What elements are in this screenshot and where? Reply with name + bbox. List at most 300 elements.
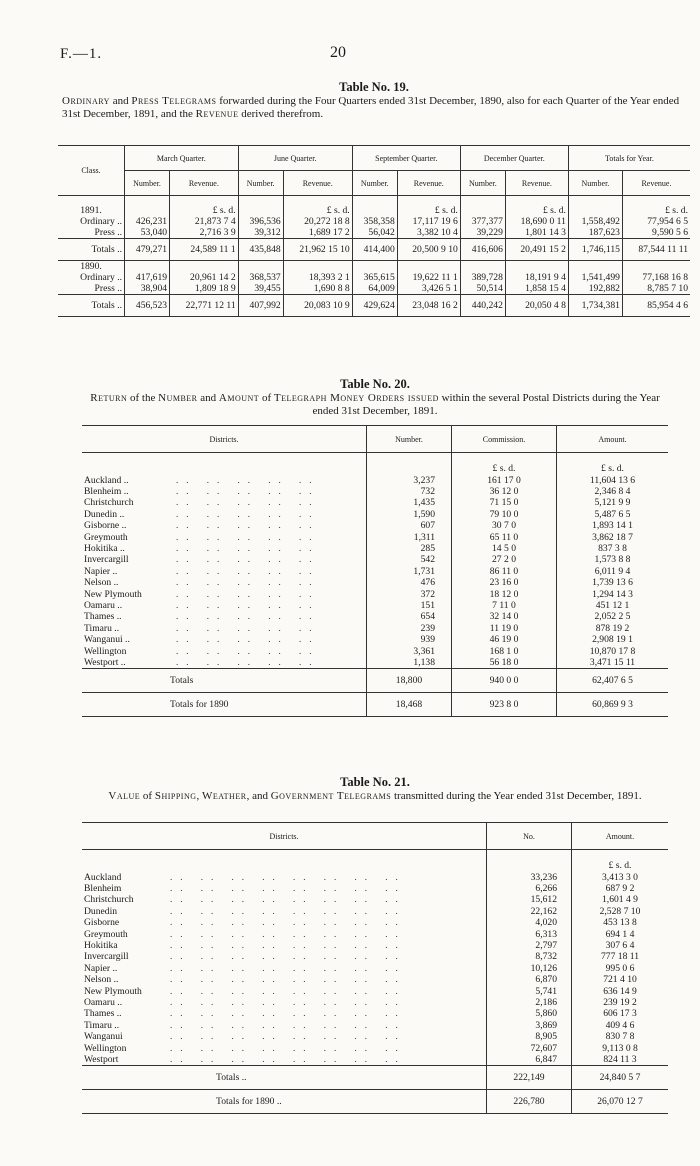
revenue-cell: 18,191 9 4 bbox=[505, 272, 568, 283]
group-june: June Quarter. bbox=[238, 146, 352, 171]
caption-segment: Press Telegrams bbox=[131, 95, 217, 107]
district-cell bbox=[82, 520, 367, 531]
table-row bbox=[82, 634, 668, 645]
revenue-cell: 21,873 7 4 bbox=[170, 216, 239, 227]
leader-dots: .. .. .. .. .. .. .. .. bbox=[170, 1031, 406, 1042]
table-row bbox=[82, 929, 668, 940]
leader-dots: .. .. .. .. .. .. .. .. bbox=[170, 951, 406, 962]
amount-cell: 777 18 11 bbox=[572, 951, 669, 962]
totals-value: 222,149 bbox=[487, 1066, 572, 1090]
district-cell bbox=[82, 1008, 487, 1019]
number-cell: 456,523 bbox=[125, 294, 170, 316]
col-number: Number. bbox=[367, 426, 452, 453]
number-cell: 72,607 bbox=[487, 1043, 572, 1054]
number-cell: 56,042 bbox=[352, 227, 397, 239]
number-cell: 15,612 bbox=[487, 894, 572, 905]
amount-cell: 3,862 18 7 bbox=[557, 532, 669, 543]
table-row bbox=[82, 872, 668, 883]
amount-cell: 1,601 4 9 bbox=[572, 894, 669, 905]
district-name: Oamaru .. bbox=[84, 599, 123, 611]
table-row bbox=[82, 509, 668, 520]
revenue-cell: 2,716 3 9 bbox=[170, 227, 239, 239]
caption-segment: derived therefrom. bbox=[238, 108, 324, 120]
table-row bbox=[82, 1054, 668, 1066]
units-label: £ s. d. bbox=[397, 196, 460, 216]
district-name: Dunedin bbox=[84, 905, 118, 917]
totals-value: 62,407 6 5 bbox=[557, 669, 669, 693]
table-21 bbox=[82, 822, 668, 1114]
table-20 bbox=[82, 425, 668, 717]
table-row bbox=[58, 227, 690, 239]
totals-label: Totals for 1890 .. bbox=[216, 1096, 282, 1108]
units-row bbox=[58, 196, 690, 216]
leader-dots: .. .. .. .. .. bbox=[176, 497, 320, 508]
amount-cell: 636 14 9 bbox=[572, 986, 669, 997]
district-name: Gisborne .. bbox=[84, 520, 127, 532]
table-19-body bbox=[58, 196, 690, 317]
table-19-heading bbox=[58, 80, 690, 121]
caption-segment: Return bbox=[90, 392, 128, 404]
leader-dots: .. .. .. .. .. bbox=[176, 474, 320, 485]
district-cell bbox=[82, 589, 367, 600]
sub-revenue: Revenue. bbox=[170, 171, 239, 196]
number-cell: 1,435 bbox=[367, 497, 452, 508]
table-20-caption bbox=[82, 392, 668, 418]
district-name: Auckland bbox=[84, 871, 122, 883]
revenue-cell: 8,785 7 10 bbox=[622, 283, 690, 295]
amount-cell: 10,870 17 8 bbox=[557, 646, 669, 657]
amount-cell: 453 13 8 bbox=[572, 917, 669, 928]
table-21-title: Table No. 21. bbox=[340, 775, 410, 789]
totals-label: Totals for 1890 bbox=[170, 699, 229, 711]
leader-dots: .. .. .. .. .. bbox=[176, 645, 320, 656]
totals-value: 60,869 9 3 bbox=[557, 693, 669, 717]
totals-row bbox=[58, 294, 690, 316]
table-19 bbox=[58, 145, 690, 317]
sub-number: Number. bbox=[352, 171, 397, 196]
amount-cell: 409 4 6 bbox=[572, 1020, 669, 1031]
number-cell: 365,615 bbox=[352, 272, 397, 283]
amount-cell: 995 0 6 bbox=[572, 963, 669, 974]
commission-cell: 79 10 0 bbox=[452, 509, 557, 520]
number-cell: 3,237 bbox=[367, 475, 452, 486]
revenue-cell: 18,393 2 1 bbox=[283, 272, 352, 283]
district-cell bbox=[82, 974, 487, 985]
sub-number: Number. bbox=[238, 171, 283, 196]
number-cell: 372 bbox=[367, 589, 452, 600]
commission-cell: 30 7 0 bbox=[452, 520, 557, 531]
district-name: Auckland .. bbox=[84, 474, 129, 486]
table-21-body bbox=[82, 850, 668, 1114]
number-cell: 416,606 bbox=[460, 238, 505, 260]
district-cell bbox=[82, 577, 367, 588]
year-label: 1891. bbox=[80, 204, 102, 216]
amount-cell: 2,908 19 1 bbox=[557, 634, 669, 645]
sub-revenue: Revenue. bbox=[283, 171, 352, 196]
district-name: New Plymouth bbox=[84, 985, 142, 997]
caption-segment: within the several Postal Districts during the Year ended 31st December, 1891. bbox=[312, 392, 660, 417]
row-label: Press .. bbox=[94, 282, 122, 294]
district-name: Greymouth bbox=[84, 928, 128, 940]
spacer-cell bbox=[367, 453, 452, 475]
district-cell bbox=[82, 940, 487, 951]
district-name: Wanganui bbox=[84, 1031, 123, 1043]
table-row bbox=[82, 974, 668, 985]
district-name: Wellington bbox=[84, 1042, 127, 1054]
group-march: March Quarter. bbox=[125, 146, 239, 171]
row-label: Ordinary .. bbox=[80, 215, 122, 227]
revenue-cell: 1,690 8 8 bbox=[283, 283, 352, 295]
caption-segment: and bbox=[197, 392, 219, 404]
number-cell: 429,624 bbox=[352, 294, 397, 316]
caption-segment: of bbox=[259, 392, 274, 404]
district-cell bbox=[82, 532, 367, 543]
col-districts: Districts. bbox=[269, 831, 299, 841]
header-ref: F.—1. bbox=[60, 46, 103, 62]
spacer-cell bbox=[397, 260, 460, 272]
number-cell: 542 bbox=[367, 554, 452, 565]
caption-segment: Number bbox=[158, 392, 198, 404]
amount-cell: 2,528 7 10 bbox=[572, 906, 669, 917]
table-row bbox=[82, 566, 668, 577]
table-row bbox=[82, 520, 668, 531]
district-name: Blenheim bbox=[84, 882, 122, 894]
amount-cell: 1,739 13 6 bbox=[557, 577, 669, 588]
table-row bbox=[82, 917, 668, 928]
totals-value: 940 0 0 bbox=[452, 669, 557, 693]
table-19-caption bbox=[58, 95, 690, 121]
leader-dots: .. .. .. .. .. .. .. .. bbox=[170, 894, 406, 905]
amount-cell: 5,121 9 9 bbox=[557, 497, 669, 508]
amount-cell: 878 19 2 bbox=[557, 623, 669, 634]
number-cell: 39,312 bbox=[238, 227, 283, 239]
caption-segment: Amount bbox=[218, 392, 260, 404]
table-row bbox=[82, 906, 668, 917]
number-cell: 38,904 bbox=[125, 283, 170, 295]
district-name: Timaru .. bbox=[84, 622, 120, 634]
page-number: 20 bbox=[330, 44, 346, 61]
amount-cell: 307 6 4 bbox=[572, 940, 669, 951]
leader-dots: .. .. .. .. .. .. .. .. bbox=[170, 1008, 406, 1019]
spacer-cell bbox=[460, 260, 505, 272]
district-name: Westport bbox=[84, 1054, 119, 1065]
table-21-heading bbox=[82, 775, 668, 803]
district-cell bbox=[82, 883, 487, 894]
units-label: £ s. d. bbox=[622, 196, 690, 216]
number-cell: 1,590 bbox=[367, 509, 452, 520]
caption-segment: Government Telegrams bbox=[270, 790, 392, 802]
revenue-cell: 3,382 10 4 bbox=[397, 227, 460, 239]
commission-cell: 86 11 0 bbox=[452, 566, 557, 577]
caption-segment: Revenue bbox=[195, 108, 239, 120]
spacer-cell bbox=[568, 196, 622, 216]
totals-row bbox=[82, 1090, 668, 1114]
district-name: Blenheim .. bbox=[84, 485, 129, 497]
district-cell bbox=[82, 986, 487, 997]
district-cell bbox=[82, 486, 367, 497]
number-cell: 2,186 bbox=[487, 997, 572, 1008]
revenue-cell: 9,590 5 6 bbox=[622, 227, 690, 239]
number-cell: 6,313 bbox=[487, 929, 572, 940]
number-cell: 5,741 bbox=[487, 986, 572, 997]
number-cell: 1,746,115 bbox=[568, 238, 622, 260]
totals-row bbox=[58, 238, 690, 260]
district-cell bbox=[82, 611, 367, 622]
number-cell: 8,905 bbox=[487, 1031, 572, 1042]
row-label: Press .. bbox=[94, 226, 122, 238]
amount-cell: 3,413 3 0 bbox=[572, 872, 669, 883]
col-commission: Commission. bbox=[452, 426, 557, 453]
district-cell bbox=[82, 917, 487, 928]
totals-value: 18,800 bbox=[367, 669, 452, 693]
table-21-caption bbox=[82, 790, 668, 803]
table-row bbox=[82, 894, 668, 905]
revenue-cell: 20,491 15 2 bbox=[505, 238, 568, 260]
number-cell: 10,126 bbox=[487, 963, 572, 974]
amount-cell: 1,294 14 3 bbox=[557, 589, 669, 600]
number-cell: 187,623 bbox=[568, 227, 622, 239]
amount-cell: 1,573 8 8 bbox=[557, 554, 669, 565]
district-cell bbox=[82, 894, 487, 905]
commission-cell: 71 15 0 bbox=[452, 497, 557, 508]
leader-dots: .. .. .. .. .. .. .. .. bbox=[170, 905, 406, 916]
table-row bbox=[58, 283, 690, 295]
district-cell bbox=[82, 497, 367, 508]
spacer-cell bbox=[505, 260, 568, 272]
revenue-cell: 87,544 11 11 bbox=[622, 238, 690, 260]
revenue-cell: 22,771 12 11 bbox=[170, 294, 239, 316]
leader-dots: .. .. .. .. .. bbox=[176, 577, 320, 588]
col-amount: Amount. bbox=[557, 426, 669, 453]
leader-dots: .. .. .. .. .. bbox=[176, 520, 320, 531]
totals-value: 24,840 5 7 bbox=[572, 1066, 669, 1090]
number-cell: 654 bbox=[367, 611, 452, 622]
leader-dots: .. .. .. .. .. .. .. .. bbox=[170, 1042, 406, 1053]
number-cell: 6,847 bbox=[487, 1054, 572, 1066]
amount-cell: 11,604 13 6 bbox=[557, 475, 669, 486]
amount-cell: 6,011 9 4 bbox=[557, 566, 669, 577]
spacer-cell bbox=[487, 850, 572, 872]
amount-cell: 837 3 8 bbox=[557, 543, 669, 554]
totals-value: 226,780 bbox=[487, 1090, 572, 1114]
leader-dots: .. .. .. .. .. .. .. .. bbox=[170, 1019, 406, 1030]
caption-segment: , bbox=[196, 790, 203, 802]
district-name: Greymouth bbox=[84, 531, 128, 543]
district-name: Invercargill bbox=[84, 554, 129, 566]
leader-dots: .. .. .. .. .. bbox=[176, 634, 320, 645]
amount-cell: 687 9 2 bbox=[572, 883, 669, 894]
number-cell: 4,020 bbox=[487, 917, 572, 928]
amount-cell: 9,113 0 8 bbox=[572, 1043, 669, 1054]
leader-dots: .. .. .. .. .. .. .. .. bbox=[170, 996, 406, 1007]
district-cell bbox=[82, 509, 367, 520]
leader-dots: .. .. .. .. .. .. .. .. bbox=[170, 871, 406, 882]
number-cell: 732 bbox=[367, 486, 452, 497]
caption-segment: transmitted during the Year ended 31st December, 1891. bbox=[391, 790, 642, 802]
commission-cell: 14 5 0 bbox=[452, 543, 557, 554]
revenue-cell: 20,272 18 8 bbox=[283, 216, 352, 227]
caption-segment: , and bbox=[246, 790, 271, 802]
district-name: Timaru .. bbox=[84, 1019, 120, 1031]
leader-dots: .. .. .. .. .. .. .. .. bbox=[170, 939, 406, 950]
amount-cell: 3,471 15 11 bbox=[557, 657, 669, 669]
caption-segment: Telegraph Money Orders issued bbox=[273, 392, 439, 404]
number-cell: 3,361 bbox=[367, 646, 452, 657]
units-label: £ s. d. bbox=[283, 196, 352, 216]
table-row bbox=[82, 883, 668, 894]
units-label: £ s. d. bbox=[505, 196, 568, 216]
row-label: Ordinary .. bbox=[80, 271, 122, 283]
commission-cell: 36 12 0 bbox=[452, 486, 557, 497]
district-cell bbox=[82, 634, 367, 645]
group-september: September Quarter. bbox=[352, 146, 460, 171]
caption-segment: of bbox=[140, 790, 155, 802]
revenue-cell: 1,801 14 3 bbox=[505, 227, 568, 239]
commission-cell: 56 18 0 bbox=[452, 657, 557, 669]
amount-cell: 1,893 14 1 bbox=[557, 520, 669, 531]
units-row bbox=[82, 453, 668, 475]
revenue-cell: 77,954 6 5 bbox=[622, 216, 690, 227]
table-row bbox=[82, 657, 668, 669]
leader-dots: .. .. .. .. .. bbox=[176, 611, 320, 622]
totals-value: 18,468 bbox=[367, 693, 452, 717]
number-cell: 368,537 bbox=[238, 272, 283, 283]
leader-dots: .. .. .. .. .. bbox=[176, 485, 320, 496]
district-cell bbox=[82, 997, 487, 1008]
row-label: Totals .. bbox=[91, 299, 122, 311]
table-19-title: Table No. 19. bbox=[339, 80, 409, 94]
spacer-cell bbox=[125, 196, 170, 216]
number-cell: 607 bbox=[367, 520, 452, 531]
district-name: Napier .. bbox=[84, 565, 118, 577]
units-label: £ s. d. bbox=[452, 453, 557, 475]
number-cell: 8,732 bbox=[487, 951, 572, 962]
leader-dots: .. .. .. .. .. bbox=[176, 565, 320, 576]
table-20-heading bbox=[82, 377, 668, 418]
revenue-cell: 77,168 16 8 bbox=[622, 272, 690, 283]
number-cell: 239 bbox=[367, 623, 452, 634]
caption-segment: of the bbox=[127, 392, 159, 404]
district-cell bbox=[82, 600, 367, 611]
table-20-body bbox=[82, 453, 668, 717]
sub-revenue: Revenue. bbox=[622, 171, 690, 196]
sub-revenue: Revenue. bbox=[397, 171, 460, 196]
group-december: December Quarter. bbox=[460, 146, 568, 171]
totals-row bbox=[82, 693, 668, 717]
number-cell: 192,882 bbox=[568, 283, 622, 295]
row-label: Totals .. bbox=[91, 243, 122, 255]
sub-number: Number. bbox=[460, 171, 505, 196]
number-cell: 407,992 bbox=[238, 294, 283, 316]
caption-segment: forwarded during the Four Quarters ended 31st December, 1890, also for each Quarter of the Year ended 31st December, 1891, and the bbox=[62, 95, 680, 120]
table-row bbox=[82, 497, 668, 508]
district-name: Wanganui .. bbox=[84, 634, 130, 646]
table-row bbox=[82, 986, 668, 997]
number-cell: 22,162 bbox=[487, 906, 572, 917]
district-name: Dunedin .. bbox=[84, 508, 125, 520]
spacer-cell bbox=[352, 260, 397, 272]
revenue-cell: 24,589 11 1 bbox=[170, 238, 239, 260]
amount-cell: 2,346 8 4 bbox=[557, 486, 669, 497]
table-row bbox=[82, 532, 668, 543]
number-cell: 64,009 bbox=[352, 283, 397, 295]
district-name: Christchurch bbox=[84, 894, 134, 906]
table-row bbox=[82, 623, 668, 634]
spacer-cell bbox=[82, 850, 487, 872]
table-row bbox=[58, 216, 690, 227]
spacer-cell bbox=[460, 196, 505, 216]
number-cell: 417,619 bbox=[125, 272, 170, 283]
totals-label: Totals .. bbox=[216, 1072, 247, 1084]
revenue-cell: 19,622 11 1 bbox=[397, 272, 460, 283]
district-cell bbox=[82, 951, 487, 962]
col-class: Class. bbox=[58, 146, 125, 196]
leader-dots: .. .. .. .. .. bbox=[176, 599, 320, 610]
caption-segment: Ordinary bbox=[62, 95, 110, 107]
leader-dots: .. .. .. .. .. bbox=[176, 622, 320, 633]
number-cell: 440,242 bbox=[460, 294, 505, 316]
spacer-cell bbox=[82, 453, 367, 475]
district-name: Thames .. bbox=[84, 1008, 122, 1020]
amount-cell: 5,487 6 5 bbox=[557, 509, 669, 520]
number-cell: 5,860 bbox=[487, 1008, 572, 1019]
district-cell bbox=[82, 566, 367, 577]
amount-cell: 606 17 3 bbox=[572, 1008, 669, 1019]
district-name: Oamaru .. bbox=[84, 996, 123, 1008]
leader-dots: .. .. .. .. .. .. .. .. bbox=[170, 928, 406, 939]
revenue-cell: 17,117 19 6 bbox=[397, 216, 460, 227]
commission-cell: 65 11 0 bbox=[452, 532, 557, 543]
number-cell: 476 bbox=[367, 577, 452, 588]
sub-number: Number. bbox=[125, 171, 170, 196]
caption-segment: Value bbox=[108, 790, 141, 802]
totals-row bbox=[82, 1066, 668, 1090]
amount-cell: 830 7 8 bbox=[572, 1031, 669, 1042]
number-cell: 377,377 bbox=[460, 216, 505, 227]
number-cell: 414,400 bbox=[352, 238, 397, 260]
district-cell bbox=[82, 657, 367, 669]
district-cell bbox=[82, 929, 487, 940]
table-row bbox=[82, 1020, 668, 1031]
leader-dots: .. .. .. .. .. bbox=[176, 531, 320, 542]
number-cell: 1,138 bbox=[367, 657, 452, 669]
number-cell: 2,797 bbox=[487, 940, 572, 951]
district-cell bbox=[82, 906, 487, 917]
col-districts: Districts. bbox=[209, 434, 239, 444]
revenue-cell: 1,809 18 9 bbox=[170, 283, 239, 295]
leader-dots: .. .. .. .. .. bbox=[176, 588, 320, 599]
spacer-cell bbox=[125, 260, 170, 272]
leader-dots: .. .. .. .. .. .. .. .. bbox=[170, 882, 406, 893]
revenue-cell: 23,048 16 2 bbox=[397, 294, 460, 316]
commission-cell: 32 14 0 bbox=[452, 611, 557, 622]
district-name: New Plymouth bbox=[84, 588, 142, 600]
spacer-cell bbox=[568, 260, 622, 272]
commission-cell: 168 1 0 bbox=[452, 646, 557, 657]
totals-row bbox=[82, 669, 668, 693]
table-row bbox=[82, 951, 668, 962]
spacer-cell bbox=[352, 196, 397, 216]
number-cell: 479,271 bbox=[125, 238, 170, 260]
table-row bbox=[82, 475, 668, 486]
revenue-cell: 20,050 4 8 bbox=[505, 294, 568, 316]
district-name: Thames .. bbox=[84, 611, 122, 623]
district-cell bbox=[82, 1031, 487, 1042]
revenue-cell: 85,954 4 6 bbox=[622, 294, 690, 316]
table-row bbox=[82, 963, 668, 974]
table-row bbox=[82, 646, 668, 657]
district-name: Westport .. bbox=[84, 657, 126, 668]
